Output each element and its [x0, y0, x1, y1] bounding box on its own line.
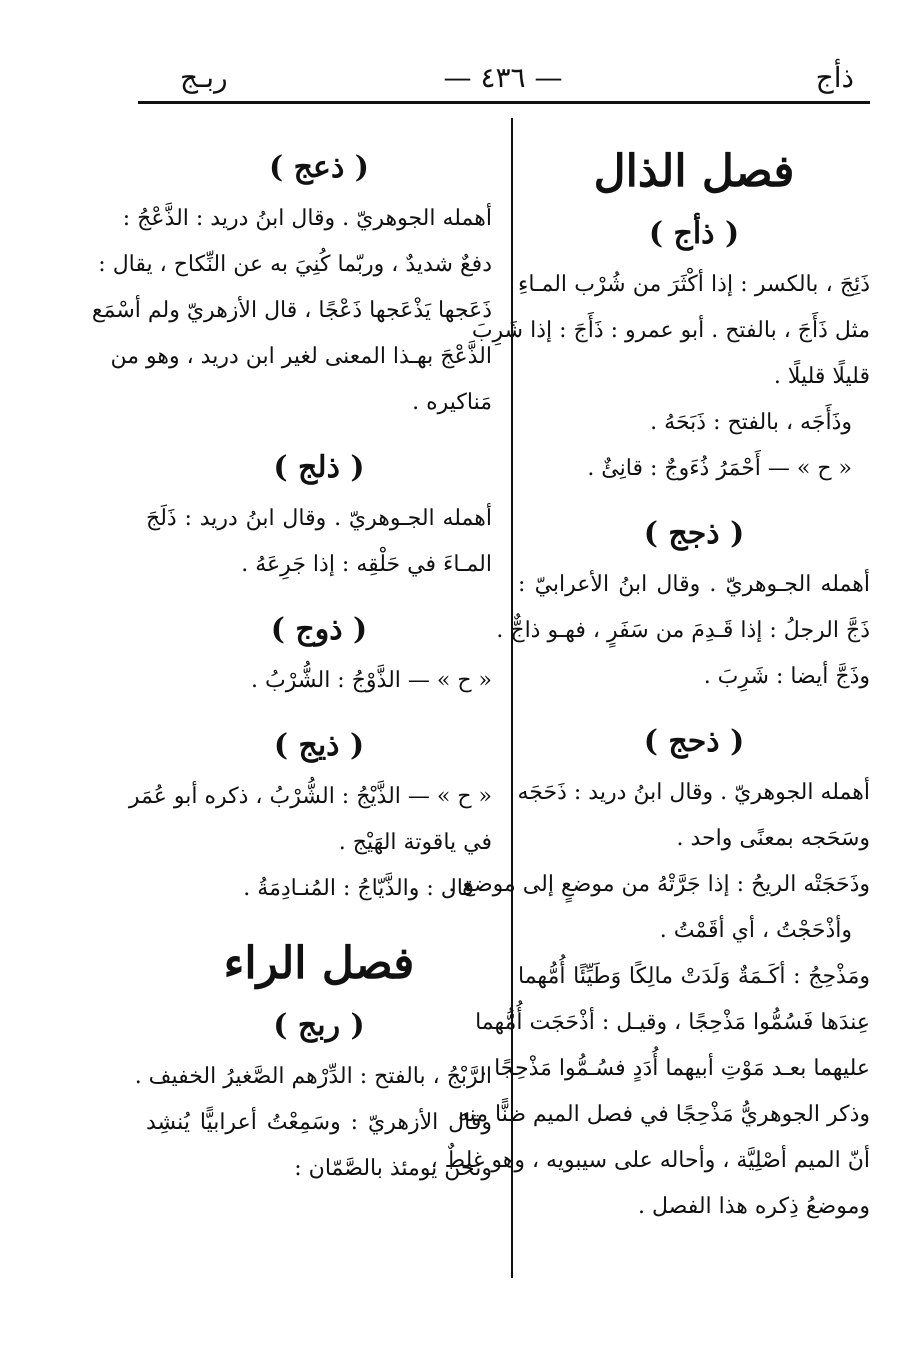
entry-line: ذَجَّ الرجلُ : إذا قَـدِمَ من سَفَرٍ ، فهـو ذاجٌّ . — [496, 618, 870, 643]
page-number: — ٤٣٦ — — [443, 61, 563, 94]
entry-line: مَناكيره . — [412, 390, 492, 415]
entry-line: قال : والذَّيّاجُ : المُنـادِمَةُ . — [243, 876, 474, 901]
entry-line: مثل ذَأَجَ ، بالفتح . أبو عمرو : ذَأَجَ : إذا شَرِبَ — [471, 318, 870, 343]
section-title-dhal: فصل الذال — [593, 146, 795, 197]
entry-line: ومَذْحِجُ : أكَـمَةٌ وَلَدَتْ مالِكًا وَطَيِّئًا أُمُّهما — [518, 964, 870, 989]
entry-head: ( ذوج ) — [270, 612, 368, 647]
entry-line: أنّ الميم أصْلِيَّة ، وأحاله على سيبويه ، وهو غلطٌ ، — [430, 1148, 870, 1173]
entry-line: ذَئِجَ ، بالكسر : إذا أكْثَرَ من شُرْب المـاءِ — [518, 272, 870, 297]
entry-line: وذَجَّ أيضا : شَرِبَ . — [703, 664, 870, 689]
entry-head: ( ذلج ) — [273, 450, 365, 485]
entry-line: أهمله الجـوهريّ . وقال ابنُ دريد : ذَلَجَ — [146, 506, 492, 531]
entry-head: ( ذجج ) — [643, 516, 745, 551]
entry-head: ( ذأج ) — [648, 216, 740, 251]
entry-line: في ياقوتة الهَيْج . — [338, 830, 492, 855]
entry-line: وسَحَجه بمعنًى واحد . — [676, 826, 870, 851]
section-title-ra: فصل الراء — [223, 938, 415, 989]
entry-line: ونحن يومئذ بالصَّمّان : — [294, 1156, 492, 1181]
entry-line: عليهما بعـد مَوْتِ أبيهما أُدَدٍ فسُـمُّوا مَذْحِجًا . — [480, 1056, 870, 1081]
entry-line: وذَحَجَتْه الريحُ : إذا جَرَّتْهُ من موضعٍ إلى موضع . — [448, 872, 870, 897]
entry-line: ذَعَجها يَذْعَجها ذَعْجًا ، قال الأزهريّ ولم أسْمَع — [91, 298, 492, 323]
running-header — [140, 58, 866, 104]
entry-line: وذَأَجَه ، بالفتح : ذَبَحَهُ . — [650, 410, 852, 435]
entry-line: المـاءَ في حَلْقِه : إذا جَرِعَهُ . — [241, 552, 492, 577]
header-first-root: ذأج — [815, 61, 854, 94]
entry-line: وموضعُ ذِكره هذا الفصل . — [637, 1194, 870, 1219]
entry-line: « ح » — الذَّيْجُ : الشُّرْبُ ، ذكره أبو عُمَر — [128, 784, 492, 809]
entry-line: وقال الأزهريّ : وسَمِعْتُ أعرابيًّا يُنشِد — [146, 1110, 492, 1135]
entry-line: قليلًا قليلًا . — [773, 364, 870, 389]
entry-head: ( ربج ) — [273, 1008, 365, 1043]
header-rule — [138, 101, 870, 104]
entry-line: دفعٌ شديدٌ ، وربّما كُنِيَ به عن النِّكاح ، يقال : — [98, 252, 492, 277]
entry-line: وأذْحَجْتُ ، أي أقَمْتُ . — [659, 918, 852, 943]
entry-head: ( ذحج ) — [643, 724, 745, 759]
entry-head: ( ذيج ) — [273, 728, 365, 763]
entry-line: عِندَها فَسُمُّوا مَذْحِجًا ، وقيـل : أذْحَجَت أُمُّهما — [475, 1010, 870, 1035]
entry-line: الرَّبْجُ ، بالفتح : الدِّرْهم الصَّغيرُ الخفيف . — [134, 1064, 492, 1089]
entry-line: أهمله الجـوهريّ . وقال ابنُ الأعرابيّ : — [518, 572, 870, 597]
entry-head: ( ذعج ) — [269, 150, 369, 185]
entry-line: الذَّعْجَ بهـذا المعنى لغير ابن دريد ، وهو من — [110, 344, 492, 369]
entry-line: أهمله الجوهريّ . وقال ابنُ دريد : ذَحَجَه — [517, 780, 870, 805]
entry-line: أهمله الجوهريّ . وقال ابنُ دريد : الذَّعْجُ : — [122, 206, 492, 231]
entry-line: « ح » — أَحْمَرُ ذُءَوجٌ : قانِئٌ . — [587, 456, 852, 481]
entry-line: « ح » — الذَّوْجُ : الشُّرْبُ . — [251, 668, 492, 693]
entry-line: وذكر الجوهريُّ مَذْحِجًا في فصل الميم ظنًّا منه — [457, 1102, 870, 1127]
left-column — [91, 130, 492, 1192]
header-last-root: ربـج — [180, 61, 228, 94]
